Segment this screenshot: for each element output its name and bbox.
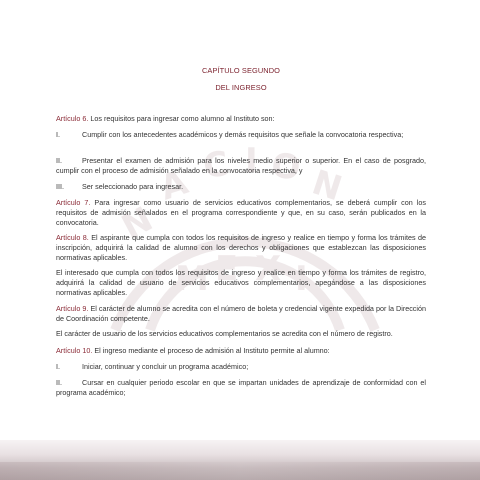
- paragraph-text: El interesado que cumpla con todos los requisitos de ingreso y realice en tiempo y forma los trámites de registro, adquirirá la calidad de usuario de servicios educativos complementarios, apegándose a las disposiciones normativas aplicables.: [56, 268, 426, 298]
- chapter-title: DEL INGRESO: [215, 83, 267, 92]
- list-item-6-ii: [56, 156, 426, 176]
- list-numeral: II.: [56, 378, 62, 387]
- svg-text:C: C: [200, 143, 231, 187]
- article-label: Artículo 6.: [56, 114, 89, 123]
- paragraph-text: Cumplir con los antecedentes académicos y demás requisitos que señale la convocatoria respectiva;: [82, 130, 404, 139]
- paragraph-text: Los requisitos para ingresar como alumno al Instituto son:: [88, 114, 275, 123]
- svg-text:N: N: [115, 199, 160, 248]
- svg-text:X: X: [255, 249, 282, 289]
- paragraph-article-6: [56, 114, 426, 124]
- paragraph-text: El carácter de alumno se acredita con el número de boleta y credencial vigente expedida por la Dirección de Coordinación competente.: [56, 304, 426, 324]
- paragraph-article-8: [56, 233, 426, 264]
- article-label: Artículo 7.: [56, 198, 91, 207]
- paragraph-text: El ingreso mediante el proceso de admisión al Instituto permite al alumno:: [92, 346, 330, 355]
- article-label: Artículo 8.: [56, 233, 89, 242]
- article-label: Artículo 9.: [56, 304, 89, 313]
- paragraph-text: Cursar en cualquier periodo escolar en que se impartan unidades de aprendizaje de conformidad con el programa académico;: [56, 378, 426, 398]
- svg-text:N: N: [307, 162, 347, 210]
- paragraph-article-9-b: [56, 329, 426, 339]
- paragraph-article-10: [56, 346, 426, 356]
- paragraph-text: El aspirante que cumpla con todos los requisitos de ingreso y realice en tiempo y forma los trámites de inscripción, adquirirá la calidad de alumno con los derechos y obligaciones que establezcan las disposiciones normativas aplicables.: [56, 233, 427, 263]
- list-item-10-ii: [56, 378, 426, 398]
- paragraph-article-7: [56, 198, 426, 229]
- article-label: Artículo 10.: [56, 346, 93, 355]
- paragraph-text: Ser seleccionado para ingresar.: [82, 182, 184, 191]
- paragraph-article-8-b: [56, 268, 426, 299]
- list-numeral: I.: [56, 362, 60, 371]
- paragraph-article-9: [56, 304, 426, 324]
- list-numeral: II.: [56, 156, 62, 165]
- chapter-heading: CAPÍTULO SEGUNDO: [202, 66, 280, 75]
- paragraph-text: Iniciar, continuar y concluir un programa académico;: [82, 362, 249, 371]
- svg-text:E: E: [215, 249, 239, 289]
- list-numeral: III.: [56, 182, 64, 191]
- footer-decorative-band: [0, 440, 480, 480]
- svg-text:I: I: [245, 141, 258, 181]
- svg-text:I: I: [295, 259, 308, 299]
- svg-text:M: M: [175, 259, 209, 299]
- paragraph-text: Presentar el examen de admisión para los niveles medio superior o superior. En el caso de posgrado, cumplir con el proceso de admisión señalado en la convocatoria respectiva, y: [56, 156, 426, 176]
- list-item-6-i: [56, 130, 426, 140]
- svg-text:A: A: [155, 162, 193, 209]
- list-item-6-iii: [56, 182, 426, 192]
- paragraph-text: Para ingresar como usuario de servicios educativos complementarios, se deberá cumplir con los requisitos de admisión señalados en el programa correspondiente y que, en su caso, serán publicados en la convocatoria.: [56, 198, 426, 228]
- list-item-10-i: [56, 362, 426, 372]
- svg-text:O: O: [268, 145, 303, 189]
- list-numeral: I.: [56, 130, 60, 139]
- paragraph-text: El carácter de usuario de los servicios educativos complementarios se acredita con el número de registro.: [56, 329, 393, 338]
